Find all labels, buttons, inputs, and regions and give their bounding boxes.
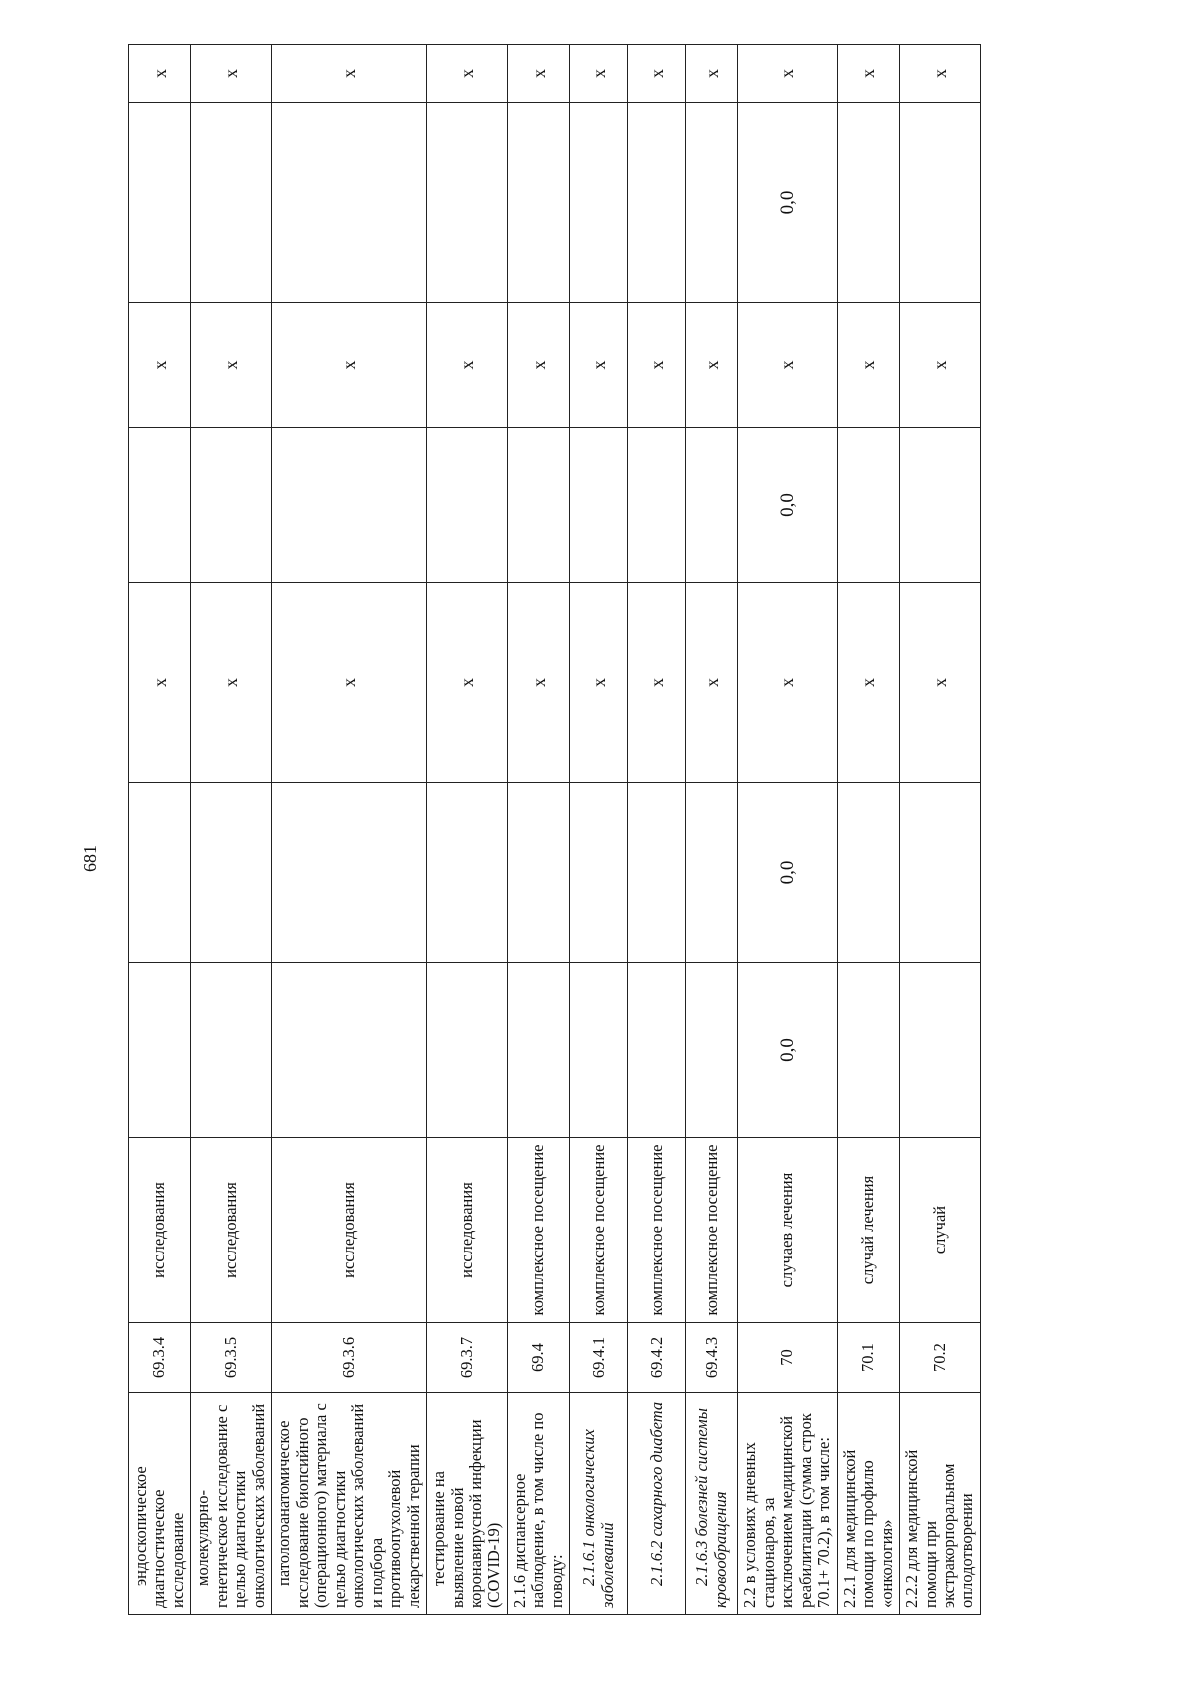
cell-v4 bbox=[570, 428, 628, 583]
cell-v1: 0,0 bbox=[738, 963, 837, 1138]
cell-v3: х bbox=[686, 583, 738, 783]
cell-v6 bbox=[570, 103, 628, 303]
cell-v5: х bbox=[570, 303, 628, 428]
cell-v7: х bbox=[427, 45, 508, 103]
row-unit: комплексное посещение bbox=[507, 1138, 569, 1323]
cell-v4 bbox=[129, 428, 191, 583]
row-code: 70.2 bbox=[900, 1323, 981, 1393]
table-row bbox=[570, 45, 628, 1615]
table-row bbox=[507, 45, 569, 1615]
cell-v7: х bbox=[570, 45, 628, 103]
row-unit: исследования bbox=[129, 1138, 191, 1323]
cell-v5: х bbox=[507, 303, 569, 428]
cell-v5: х bbox=[191, 303, 272, 428]
cell-v3: х bbox=[628, 583, 686, 783]
cell-v1 bbox=[507, 963, 569, 1138]
row-unit: комплексное посещение bbox=[686, 1138, 738, 1323]
row-name: 2.1.6.3 болезней системы кровообращения bbox=[686, 1393, 738, 1615]
cell-v2 bbox=[507, 783, 569, 963]
row-unit: комплексное посещение bbox=[628, 1138, 686, 1323]
cell-v4 bbox=[427, 428, 508, 583]
cell-v3: х bbox=[427, 583, 508, 783]
cell-v2: 0,0 bbox=[738, 783, 837, 963]
table-row bbox=[272, 45, 427, 1615]
row-unit: случай лечения bbox=[837, 1138, 899, 1323]
table-row bbox=[900, 45, 981, 1615]
cell-v2 bbox=[686, 783, 738, 963]
row-code: 69.3.7 bbox=[427, 1323, 508, 1393]
cell-v1 bbox=[570, 963, 628, 1138]
cell-v3: х bbox=[129, 583, 191, 783]
cell-v2 bbox=[570, 783, 628, 963]
cell-v7: х bbox=[900, 45, 981, 103]
row-name: патологоанатомическое исследование биопсийного (операционного) материала с целью диагностики онкологических заболеваний и подбора противоопухолевой лекарственной терапии bbox=[272, 1393, 427, 1615]
cell-v6 bbox=[900, 103, 981, 303]
cell-v1 bbox=[129, 963, 191, 1138]
cell-v3: х bbox=[272, 583, 427, 783]
cell-v5: х bbox=[900, 303, 981, 428]
table-row bbox=[738, 45, 837, 1615]
cell-v5: х bbox=[837, 303, 899, 428]
row-name: 2.1.6.1 онкологических заболеваний bbox=[570, 1393, 628, 1615]
cell-v1 bbox=[191, 963, 272, 1138]
row-name: 2.2.2 для медицинской помощи при экстракорпоральном оплодотворении bbox=[900, 1393, 981, 1615]
cell-v4 bbox=[272, 428, 427, 583]
cell-v3: х bbox=[738, 583, 837, 783]
row-unit: исследования bbox=[427, 1138, 508, 1323]
cell-v7: х bbox=[738, 45, 837, 103]
cell-v5: х bbox=[686, 303, 738, 428]
row-code: 69.4.3 bbox=[686, 1323, 738, 1393]
cell-v2 bbox=[272, 783, 427, 963]
cell-v5: х bbox=[628, 303, 686, 428]
cell-v4: 0,0 bbox=[738, 428, 837, 583]
cell-v3: х bbox=[837, 583, 899, 783]
cell-v7: х bbox=[272, 45, 427, 103]
cell-v2 bbox=[427, 783, 508, 963]
row-unit: случаев лечения bbox=[738, 1138, 837, 1323]
cell-v2 bbox=[191, 783, 272, 963]
cell-v3: х bbox=[570, 583, 628, 783]
cell-v7: х bbox=[628, 45, 686, 103]
cell-v6 bbox=[427, 103, 508, 303]
cell-v7: х bbox=[507, 45, 569, 103]
table-row bbox=[628, 45, 686, 1615]
cell-v4 bbox=[191, 428, 272, 583]
table-row bbox=[129, 45, 191, 1615]
row-code: 69.4.2 bbox=[628, 1323, 686, 1393]
cell-v5: х bbox=[738, 303, 837, 428]
cell-v1 bbox=[628, 963, 686, 1138]
table-row bbox=[837, 45, 899, 1615]
row-code: 69.3.6 bbox=[272, 1323, 427, 1393]
table-row bbox=[686, 45, 738, 1615]
cell-v3: х bbox=[507, 583, 569, 783]
row-code: 69.4.1 bbox=[570, 1323, 628, 1393]
row-code: 69.4 bbox=[507, 1323, 569, 1393]
row-name: 2.1.6.2 сахарного диабета bbox=[628, 1393, 686, 1615]
cell-v4 bbox=[837, 428, 899, 583]
row-name: молекулярно-генетическое исследование с целью диагностики онкологических заболеваний bbox=[191, 1393, 272, 1615]
cell-v1 bbox=[837, 963, 899, 1138]
cell-v6 bbox=[837, 103, 899, 303]
tariff-table bbox=[128, 44, 981, 1615]
cell-v1 bbox=[686, 963, 738, 1138]
cell-v6 bbox=[507, 103, 569, 303]
cell-v4 bbox=[686, 428, 738, 583]
row-name: эндоскопическое диагностическое исследование bbox=[129, 1393, 191, 1615]
row-code: 69.3.5 bbox=[191, 1323, 272, 1393]
row-unit: случай bbox=[900, 1138, 981, 1323]
cell-v5: х bbox=[129, 303, 191, 428]
row-unit: исследования bbox=[191, 1138, 272, 1323]
row-name: тестирование на выявление новой коронавирусной инфекции (COVID-19) bbox=[427, 1393, 508, 1615]
row-code: 70 bbox=[738, 1323, 837, 1393]
row-name: 2.2 в условиях дневных стационаров, за исключением медицинской реабилитации (сумма строк 70.1+ 70.2), в том числе: bbox=[738, 1393, 837, 1615]
row-code: 70.1 bbox=[837, 1323, 899, 1393]
cell-v3: х bbox=[191, 583, 272, 783]
row-name: 2.2.1 для медицинской помощи по профилю «онкология» bbox=[837, 1393, 899, 1615]
cell-v1 bbox=[427, 963, 508, 1138]
cell-v1 bbox=[272, 963, 427, 1138]
cell-v7: х bbox=[837, 45, 899, 103]
cell-v7: х bbox=[129, 45, 191, 103]
cell-v4 bbox=[628, 428, 686, 583]
cell-v2 bbox=[129, 783, 191, 963]
row-unit: комплексное посещение bbox=[570, 1138, 628, 1323]
row-name: 2.1.6 диспансерное наблюдение, в том числе по поводу: bbox=[507, 1393, 569, 1615]
cell-v6 bbox=[129, 103, 191, 303]
cell-v6 bbox=[686, 103, 738, 303]
cell-v7: х bbox=[686, 45, 738, 103]
cell-v6 bbox=[191, 103, 272, 303]
cell-v4 bbox=[507, 428, 569, 583]
cell-v2 bbox=[900, 783, 981, 963]
page-number: 681 bbox=[80, 845, 100, 872]
cell-v2 bbox=[628, 783, 686, 963]
cell-v2 bbox=[837, 783, 899, 963]
row-code: 69.3.4 bbox=[129, 1323, 191, 1393]
cell-v6: 0,0 bbox=[738, 103, 837, 303]
rotated-table-container bbox=[128, 45, 977, 1615]
cell-v1 bbox=[900, 963, 981, 1138]
cell-v6 bbox=[272, 103, 427, 303]
cell-v4 bbox=[900, 428, 981, 583]
table-row bbox=[427, 45, 508, 1615]
cell-v5: х bbox=[272, 303, 427, 428]
cell-v7: х bbox=[191, 45, 272, 103]
table-row bbox=[191, 45, 272, 1615]
cell-v5: х bbox=[427, 303, 508, 428]
cell-v6 bbox=[628, 103, 686, 303]
cell-v3: х bbox=[900, 583, 981, 783]
row-unit: исследования bbox=[272, 1138, 427, 1323]
